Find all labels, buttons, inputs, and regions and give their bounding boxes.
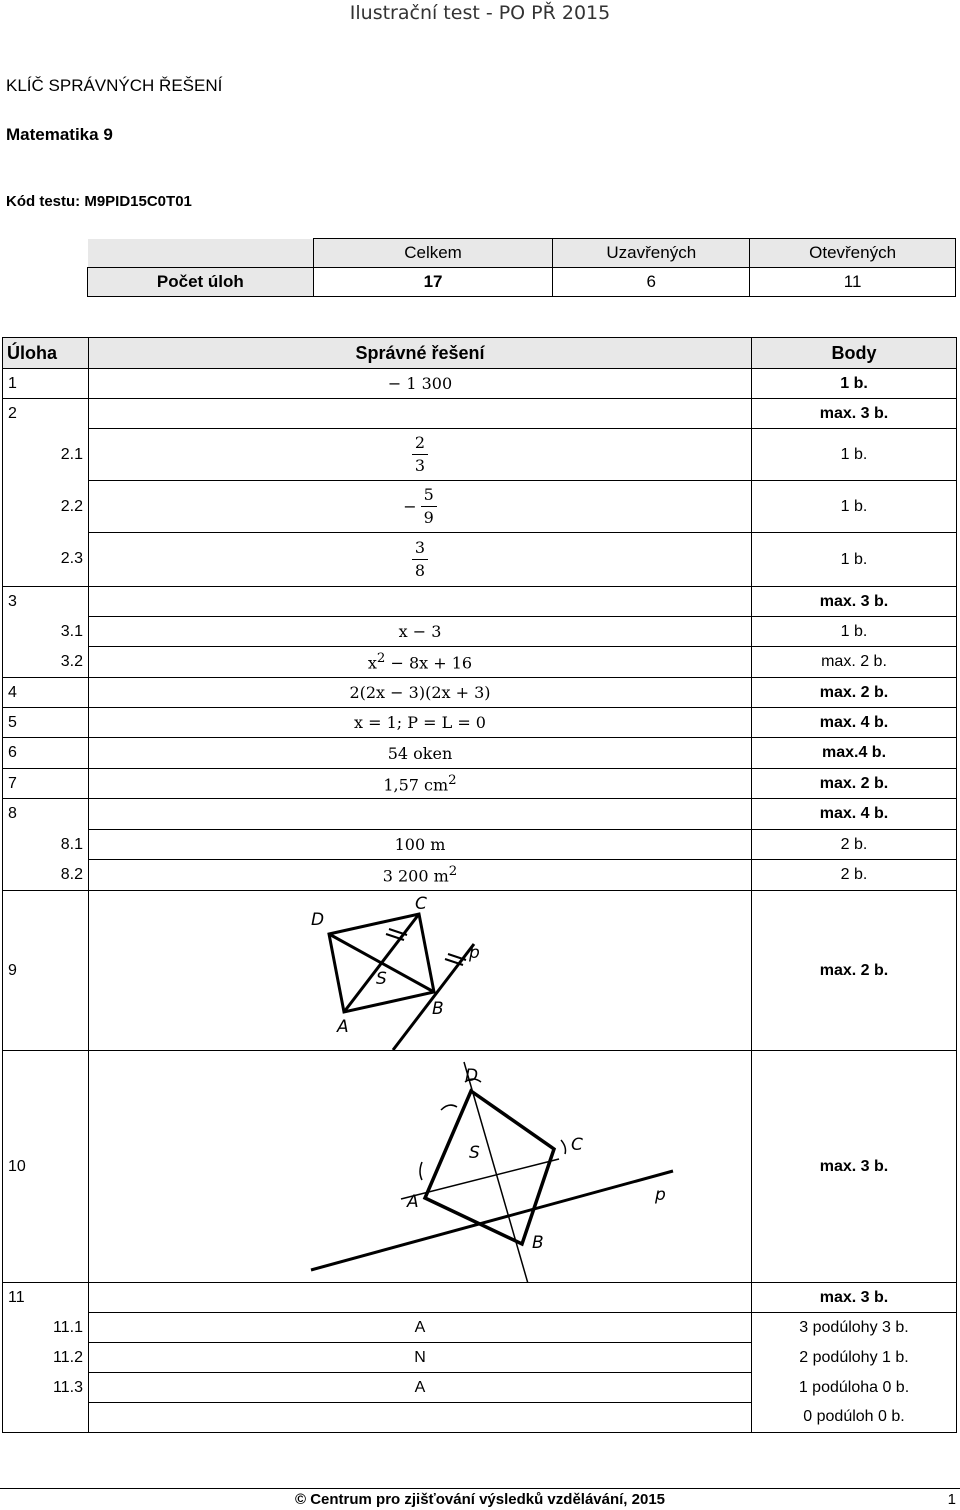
points: 2 podúlohy 1 b. [752,1343,957,1373]
task-id: 3.1 [3,617,89,647]
label-a: A [407,1191,419,1212]
copyright-text: © Centrum pro zjišťování výsledků vzdělávání, 2015 [294,1491,666,1508]
exponent: 2 [376,651,386,667]
table-row [3,860,957,891]
points: 2 b. [752,830,957,860]
table-row [3,481,957,533]
task-count-table [87,238,956,297]
test-code: Kód testu: M9PID15C0T01 [6,193,192,210]
answer-figure-10 [89,1051,752,1283]
points: max. 4 b. [752,708,957,738]
task-id: 11.2 [3,1343,89,1373]
table-row [3,1051,957,1283]
diagonal-ac-extended [401,1159,559,1199]
answer-part: x [367,653,377,673]
task-id: 1 [3,369,89,399]
numerator: 2 [412,434,428,455]
answer [89,769,752,799]
points: 1 b. [752,481,957,533]
answer-value: 3 200 m [382,866,449,886]
table-row [3,1373,957,1403]
answer-part: − 8x + 16 [385,653,473,673]
task-id: 2.2 [3,481,89,533]
table-row [3,533,957,587]
fraction [421,486,437,526]
task-id: 9 [3,891,89,1051]
col-closed-header: Uzavřených [553,239,750,268]
label-c: C [415,893,427,914]
page-footer [0,1488,960,1510]
task-id: 8 [3,799,89,830]
label-a: A [337,1016,349,1037]
page-number: 1 [947,1491,956,1508]
task-id [3,1403,89,1433]
minus-sign: − [403,497,417,516]
answer: 100 m [89,830,752,860]
answer: N [89,1343,752,1373]
task-id: 7 [3,769,89,799]
table-row [3,678,957,708]
points: max.4 b. [752,738,957,769]
points: 3 podúlohy 3 b. [752,1313,957,1343]
task-id: 11.1 [3,1313,89,1343]
table-row [3,1283,957,1313]
points-header: Body [752,338,957,369]
answer [89,533,752,587]
answer: x = 1; P = L = 0 [89,708,752,738]
label-c: C [571,1134,583,1155]
answer [89,481,752,533]
task-id: 3.2 [3,647,89,678]
total-count: 17 [313,268,553,297]
answer-figure-9 [89,891,752,1051]
points: max. 2 b. [752,769,957,799]
label-s: S [469,1142,480,1163]
table-row [3,738,957,769]
points: max. 3 b. [752,399,957,429]
points: max. 3 b. [752,1051,957,1283]
answer-value: 1 300 [406,374,453,393]
task-id: 11.3 [3,1373,89,1403]
table-row [3,799,957,830]
answer [89,399,752,429]
line-p [311,1171,673,1270]
table-row [3,647,957,678]
table-row [3,1403,957,1433]
answer [89,429,752,481]
label-d: D [311,909,325,930]
answer [89,647,752,678]
construction-arc [420,1162,422,1180]
points: 1 podúloha 0 b. [752,1373,957,1403]
task-id: 5 [3,708,89,738]
label-p: p [469,942,480,963]
points: max. 2 b. [752,647,957,678]
task-id: 11 [3,1283,89,1313]
label-d: D [465,1065,479,1086]
exponent: 2 [448,772,457,788]
denominator: 8 [414,561,426,580]
task-id: 2.1 [3,429,89,481]
label-p: p [655,1184,666,1205]
solution-header: Správné řešení [89,338,752,369]
table-row [3,429,957,481]
task-id: 8.1 [3,830,89,860]
minus-sign: − [387,374,402,393]
solutions-table [2,337,957,1433]
fraction [412,434,428,474]
answer: A [89,1373,752,1403]
key-title: KLÍČ SPRÁVNÝCH ŘEŠENÍ [6,76,223,95]
table-row [3,399,957,429]
task-id: 6 [3,738,89,769]
table-row [3,369,957,399]
col-open-header: Otevřených [750,239,956,268]
task-id: 4 [3,678,89,708]
task-id: 3 [3,587,89,617]
answer-value: 1,57 cm [383,775,449,795]
numerator: 5 [421,486,437,507]
answer: 54 oken [89,738,752,769]
task-id: 2.3 [3,533,89,587]
points: 1 b. [752,369,957,399]
construction-arc [561,1140,566,1154]
table-row [3,891,957,1051]
table-row [3,830,957,860]
table-row [3,1313,957,1343]
answer [89,587,752,617]
row-label: Počet úloh [88,268,314,297]
label-s: S [376,968,387,989]
rhombus-construction-figure [89,1052,752,1282]
rhombus-construction-figure [89,892,752,1050]
task-id: 10 [3,1051,89,1283]
points: 2 b. [752,860,957,891]
table-row [3,708,957,738]
label-b: B [432,998,444,1019]
points: max. 3 b. [752,1283,957,1313]
table-row [3,617,957,647]
points: 0 podúloh 0 b. [752,1403,957,1433]
blank-cell [88,239,314,268]
numerator: 3 [412,539,428,560]
points: 1 b. [752,617,957,647]
open-count: 11 [750,268,956,297]
col-total-header: Celkem [313,239,553,268]
table-row [3,1343,957,1373]
table-row [3,587,957,617]
answer: x − 3 [89,617,752,647]
denominator: 3 [414,456,426,475]
table-row [3,769,957,799]
subject-title: Matematika 9 [6,125,113,144]
task-id: 8.2 [3,860,89,891]
points: 1 b. [752,533,957,587]
answer [89,860,752,891]
points: 1 b. [752,429,957,481]
denominator: 9 [423,508,434,527]
answer [89,1283,752,1313]
task-header: Úloha [3,338,89,369]
answer [89,1403,752,1433]
answer [89,369,752,399]
points: max. 4 b. [752,799,957,830]
points: max. 2 b. [752,678,957,708]
answer [89,799,752,830]
answer: A [89,1313,752,1343]
answer: 2(2x − 3)(2x + 3) [89,678,752,708]
closed-count: 6 [553,268,750,297]
points: max. 3 b. [752,587,957,617]
points: max. 2 b. [752,891,957,1051]
exponent: 2 [448,864,458,880]
page-header: Ilustrační test - PO PŘ 2015 [349,2,611,24]
task-id: 2 [3,399,89,429]
construction-arc [441,1105,457,1110]
fraction [412,539,428,579]
label-b: B [532,1232,544,1253]
